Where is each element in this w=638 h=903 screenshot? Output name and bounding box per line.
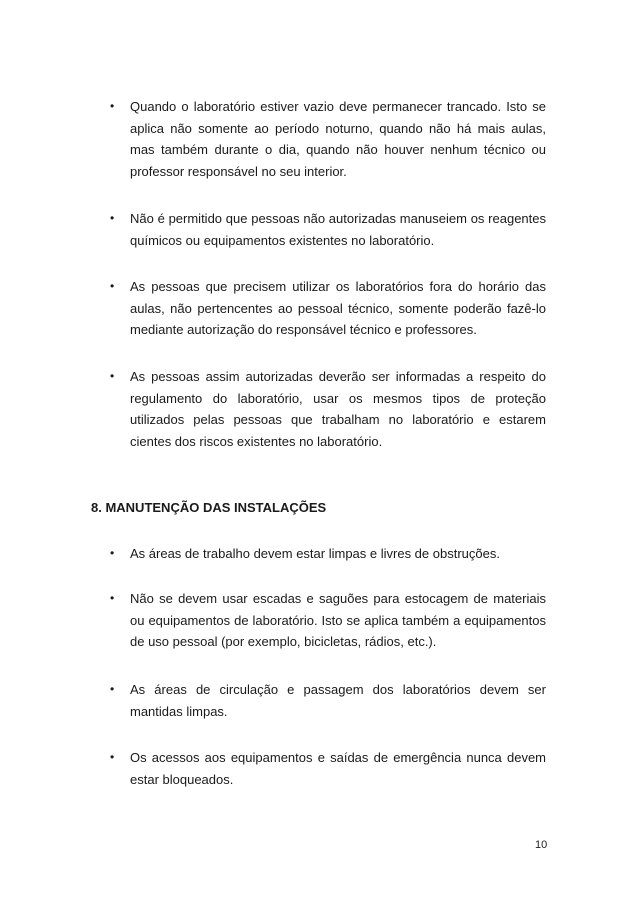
list-item-text: As áreas de trabalho devem estar limpas e livres de obstruções. bbox=[130, 546, 500, 561]
list-item-text: Não se devem usar escadas e saguões para estocagem de materiais ou equipamentos de laboratório. Isto se aplica também a equipamentos de uso pessoal (por exemplo, bicicletas, rádios, etc.). bbox=[130, 591, 546, 649]
list-item-text: Quando o laboratório estiver vazio deve permanecer trancado. Isto se aplica não somente ao período noturno, quando não há mais aulas, mas também durante o dia, quando não houver nenhum técnico ou professor responsável no seu interior. bbox=[130, 99, 546, 179]
list-item-text: Não é permitido que pessoas não autorizadas manuseiem os reagentes químicos ou equipamentos existentes no laboratório. bbox=[130, 211, 546, 248]
list-item-text: Os acessos aos equipamentos e saídas de emergência nunca devem estar bloqueados. bbox=[130, 750, 546, 787]
bullet-icon: • bbox=[110, 211, 115, 225]
bullet-icon: • bbox=[110, 99, 115, 113]
bullet-icon: • bbox=[110, 369, 115, 383]
list-item-text: As pessoas que precisem utilizar os laboratórios fora do horário das aulas, não pertencentes ao pessoal técnico, somente poderão fazê-lo mediante autorização do responsável técnico e professores. bbox=[130, 279, 546, 337]
bullet-icon: • bbox=[110, 546, 115, 560]
list-item-text: As pessoas assim autorizadas deverão ser informadas a respeito do regulamento do laboratório, usar os mesmos tipos de proteção utilizados pelas pessoas que trabalham no laboratório e estarem cientes dos riscos existentes no laboratório. bbox=[130, 369, 546, 449]
bullet-icon: • bbox=[110, 682, 115, 696]
bullet-icon: • bbox=[110, 750, 115, 764]
bullet-icon: • bbox=[110, 591, 115, 605]
section-heading: 8. MANUTENÇÃO DAS INSTALAÇÕES bbox=[91, 500, 327, 515]
page-number: 10 bbox=[535, 839, 548, 851]
list-item-text: As áreas de circulação e passagem dos laboratórios devem ser mantidas limpas. bbox=[130, 682, 546, 719]
bullet-icon: • bbox=[110, 279, 115, 293]
